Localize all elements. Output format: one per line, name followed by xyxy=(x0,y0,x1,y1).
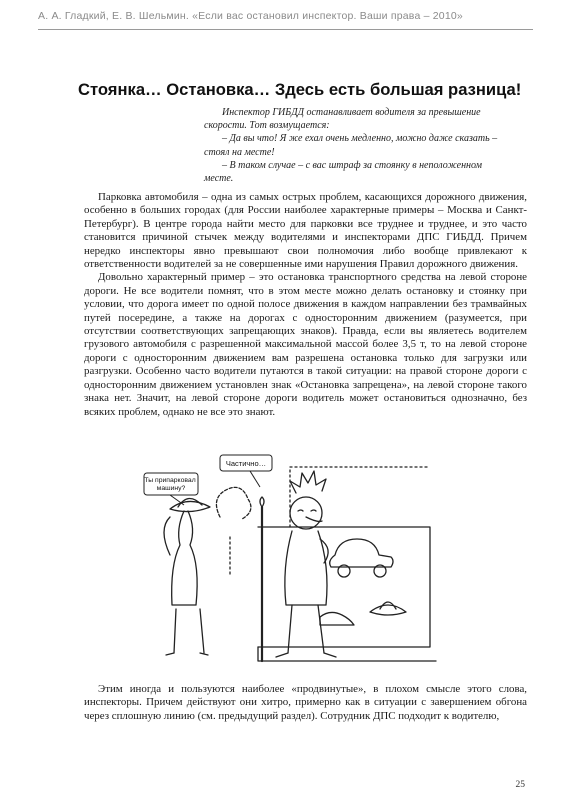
epigraph-line: – Да вы что! Я же ехал очень медленно, можно даже сказать – стоял на месте! xyxy=(204,133,498,158)
display-car xyxy=(330,539,393,567)
paragraph: Довольно характерный пример – это остановка транспортного средства на левой стороне дороги. Не все водители помнят, что в этом месте можно делать остановку и стоянку при условии, что дорога имеет по одной полосе движения в каждом направлении без трамвайных путей посередине, а также на дорогах с односторонним движением (разумеется, при отсутствии соответствующих запрещающих знаков). Правда, если вы являетесь водителем грузового автомобиля с разрешенной максимальной массой более 3,5 т, то на левой стороне дороги с односторонним движением вам разрешена остановка только для загрузки или разгрузки. Особенно часто водители путаются в такой ситуации: на правой стороне дороги с односторонним движением установлен знак «Остановка запрещена», на левой стороне такого знака нет. Значит, на левой стороне дороги водитель может остановиться однозначно, без всяких проблем, однако не все это знают. xyxy=(84,271,527,418)
man-hair xyxy=(290,471,326,493)
paragraph: Парковка автомобиля – одна из самых острых проблем, касающихся дорожного движения, особенно в больших городах (для России наиболее характерные примеры – Москва и Санкт-Петербург). В центре города найти место для парковки все труднее и труднее, и это часто становится причиной стычек между водителями и инспекторами ДПС ГИБДД. Причем нередко инспекторы явно превышают свои полномочия либо вообще привлекают к ответственности водителей за не совершенные ими нарушения Правил дорожного движения. xyxy=(84,191,527,271)
paragraph: Этим иногда и пользуются наиболее «продвинутые», в плохом смысле этого слова, инспекторы. Причем действуют они хитро, примерно как в ситуации с завершением обгона через сплошную линию (см. предыдущий раздел). Сотрудник ДПС подходит к водителю, xyxy=(84,683,527,722)
shop-window xyxy=(258,527,430,647)
display-shoe xyxy=(320,612,354,625)
man-body xyxy=(285,531,327,605)
cartoon-illustration xyxy=(130,447,440,669)
article-title: Стоянка… Остановка… Здесь есть большая разница! xyxy=(78,80,522,99)
bubble-answer-text: Частично… xyxy=(225,459,267,468)
display-hat xyxy=(370,605,406,615)
running-header: А. А. Гладкий, Е. В. Шельмин. «Если вас остановил инспектор. Ваши права – 2010» xyxy=(38,10,463,22)
epigraph-line: Инспектор ГИБДД останавливает водителя за превышение скорости. Тот возмущается: xyxy=(204,107,481,132)
body-text-continued xyxy=(84,683,527,723)
epigraph xyxy=(204,106,510,185)
woman-hat xyxy=(170,501,210,511)
man-head xyxy=(290,497,322,529)
header-rule xyxy=(38,29,533,30)
bubble-question-text: Ты припарковал машину? xyxy=(144,477,196,492)
page-number: 25 xyxy=(515,780,525,790)
woman-figure xyxy=(172,511,197,605)
epigraph-line: – В таком случае – с вас штраф за стоянку в неположенном месте. xyxy=(204,159,482,185)
body-text xyxy=(84,191,527,419)
